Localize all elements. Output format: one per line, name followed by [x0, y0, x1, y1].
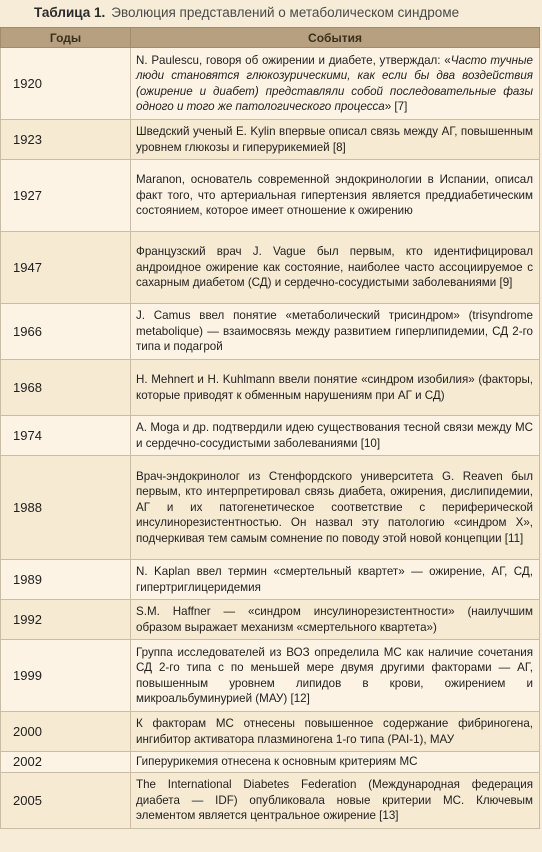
event-cell: The International Diabetes Federation (Международная федерация диабета — IDF) опубликовала новые критерии МС. Ключевым элементом является центральное ожирение [13] — [131, 773, 540, 829]
event-cell: Французский врач J. Vague был первым, кто идентифицировал андроидное ожирение как состояние, наиболее часто ассоциируемое с сахарным диабетом (СД) и сердечно-сосудистыми заболеваниями [9] — [131, 232, 540, 304]
event-cell: Шведский ученый E. Kylin впервые описал связь между АГ, повышенным уровнем глюкозы и гиперурикемией [8] — [131, 120, 540, 160]
year-cell: 2002 — [1, 752, 131, 773]
event-cell: N. Kaplan ввел термин «смертельный квартет» — ожирение, АГ, СД, гипертриглицеридемия — [131, 560, 540, 600]
event-reference: » [7] — [384, 100, 408, 113]
event-quote: Часто тучные люди становятся глюкозурическими, как если бы два воздействия (ожирение и диабет) представляли собой последовательные фазы одного и того же патологического процесса — [136, 53, 533, 113]
table-row — [1, 360, 540, 416]
year-cell: 2005 — [1, 773, 131, 829]
year-cell: 1947 — [1, 232, 131, 304]
year-cell: 1923 — [1, 120, 131, 160]
event-cell: Группа исследователей из ВОЗ определила МС как наличие сочетания СД 2-го типа с по меньшей мере двумя другими факторами — АГ, повышенным уровнем липидов в крови, ожирением и микроальбуминурией (МАУ) [12] — [131, 640, 540, 712]
table-row — [1, 48, 540, 120]
event-text: N. Paulescu, говоря об ожирении и диабете, утверждал: « — [136, 53, 451, 67]
year-cell: 1992 — [1, 600, 131, 640]
table-row — [1, 160, 540, 232]
table-row — [1, 752, 540, 773]
year-cell: 1974 — [1, 416, 131, 456]
event-cell: Maranon, основатель современной эндокринологии в Испании, описал факт того, что артериальная гипертензия является преддиабетическим состоянием, которое имеет отношение к ожирению — [131, 160, 540, 232]
event-cell: H. Mehnert и H. Kuhlmann ввели понятие «синдром изобилия» (факторы, которые приводят к обменным нарушениям при АГ и СД) — [131, 360, 540, 416]
year-cell: 2000 — [1, 712, 131, 752]
header-events: События — [131, 28, 540, 48]
table-row — [1, 456, 540, 560]
year-cell: 1968 — [1, 360, 131, 416]
table-row — [1, 640, 540, 712]
year-cell: 1920 — [1, 48, 131, 120]
event-cell: S.M. Haffner — «синдром инсулинорезистентности» (наилучшим образом выражает механизм «смертельного квартета») — [131, 600, 540, 640]
table-row — [1, 120, 540, 160]
table-caption — [0, 0, 542, 25]
table-row — [1, 773, 540, 829]
header-row — [1, 28, 540, 48]
table-row — [1, 600, 540, 640]
event-cell: A. Moga и др. подтвердили идею существования тесной связи между МС и сердечно-сосудистыми заболеваниями [10] — [131, 416, 540, 456]
table-number: Таблица 1. — [34, 5, 106, 20]
table-row — [1, 416, 540, 456]
timeline-table — [0, 27, 540, 829]
table-row — [1, 560, 540, 600]
event-cell: J. Camus ввел понятие «метаболический трисиндром» (trisyndrome metabolique) — взаимосвязь между развитием гиперлипидемии, СД 2-го типа и подагрой — [131, 304, 540, 360]
year-cell: 1989 — [1, 560, 131, 600]
year-cell: 1999 — [1, 640, 131, 712]
year-cell: 1966 — [1, 304, 131, 360]
table-row — [1, 712, 540, 752]
table-row — [1, 304, 540, 360]
header-years: Годы — [1, 28, 131, 48]
event-cell — [131, 48, 540, 120]
event-cell: Врач-эндокринолог из Стенфордского университета G. Reaven был первым, кто интерпретировал связь диабета, ожирения, дислипидемии, АГ и их патогенетическое соответствие с периферической инсулинорезистентностью. Он назвал эту патологию «синдром Х», подчеркивая тем самым сомнение по поводу этой новой концепции [11] — [131, 456, 540, 560]
year-cell: 1988 — [1, 456, 131, 560]
table-title: Эволюция представлений о метаболическом синдроме — [111, 5, 460, 20]
year-cell: 1927 — [1, 160, 131, 232]
event-cell: К факторам МС отнесены повышенное содержание фибриногена, ингибитор активатора плазминогена 1-го типа (PAI-1), МАУ — [131, 712, 540, 752]
table-row — [1, 232, 540, 304]
event-cell: Гиперурикемия отнесена к основным критериям МС — [131, 752, 540, 773]
